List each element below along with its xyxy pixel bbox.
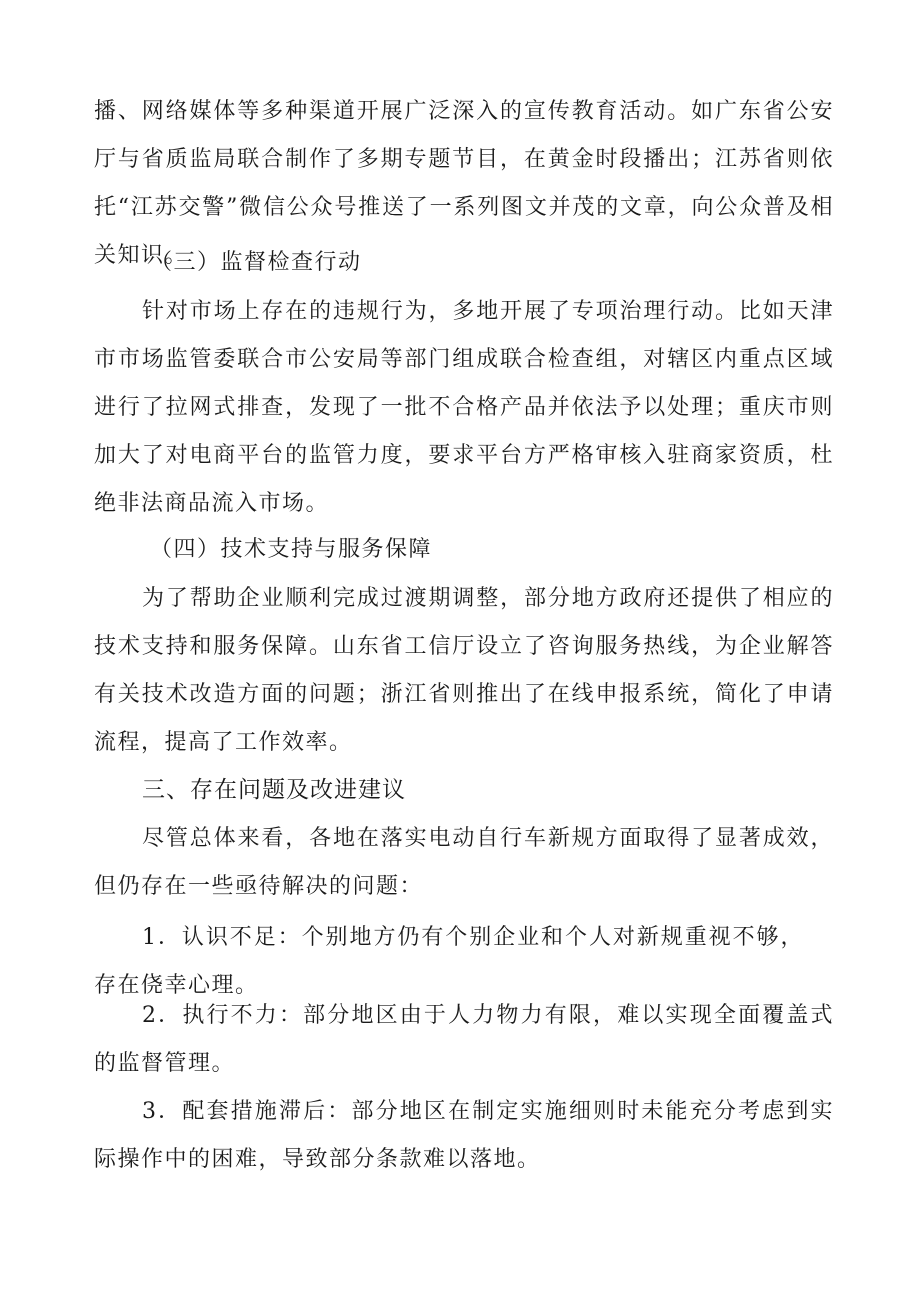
paragraph-problems-intro: 尽管总体来看，各地在落实电动自行车新规方面取得了显著成效，但仍存在一些亟待解决的问题： xyxy=(94,826,834,899)
paragraph-publicity-continued: 播、网络媒体等多种渠道开展广泛深入的宣传教育活动。如广东省公安厅与省质监局联合制作了多期专题节目，在黄金时段播出；江苏省则依托“江苏交警”微信公众号推送了一系列图文并茂的文章，向公众普及相关知识。 xyxy=(94,99,834,268)
paragraph-supervision: 针对市场上存在的违规行为，多地开展了专项治理行动。比如天津市市场监管委联合市公安局等部门组成联合检查组，对辖区内重点区域进行了拉网式排查，发现了一批不合格产品并依法予以处理；重庆市则加大了对电商平台的监管力度，要求平台方严格审核入驻商家资质，杜绝非法商品流入市场。 xyxy=(94,299,834,516)
list-item-problem-2: 2．执行不力：部分地区由于人力物力有限，难以实现全面覆盖式的监督管理。 xyxy=(94,1003,834,1076)
paragraph-technical-support: 为了帮助企业顺利完成过渡期调整，部分地方政府还提供了相应的技术支持和服务保障。山东省工信厅设立了咨询服务热线，为企业解答有关技术改造方面的问题；浙江省则推出了在线申报系统，简化了申请流程，提高了工作效率。 xyxy=(94,586,834,755)
list-item-problem-3: 3．配套措施滞后：部分地区在制定实施细则时未能充分考虑到实际操作中的困难，导致部分条款难以落地。 xyxy=(94,1099,834,1172)
chapter-heading-problems: 三、存在问题及改进建议 xyxy=(142,777,406,803)
section-heading-technical-support: （四）技术支持与服务保障 xyxy=(150,537,433,562)
section-heading-supervision: （三）监督检查行动 xyxy=(150,250,362,275)
list-item-problem-1: 1．认识不足：个别地方仍有个别企业和个人对新规重视不够，存在侥幸心理。 xyxy=(94,925,804,998)
